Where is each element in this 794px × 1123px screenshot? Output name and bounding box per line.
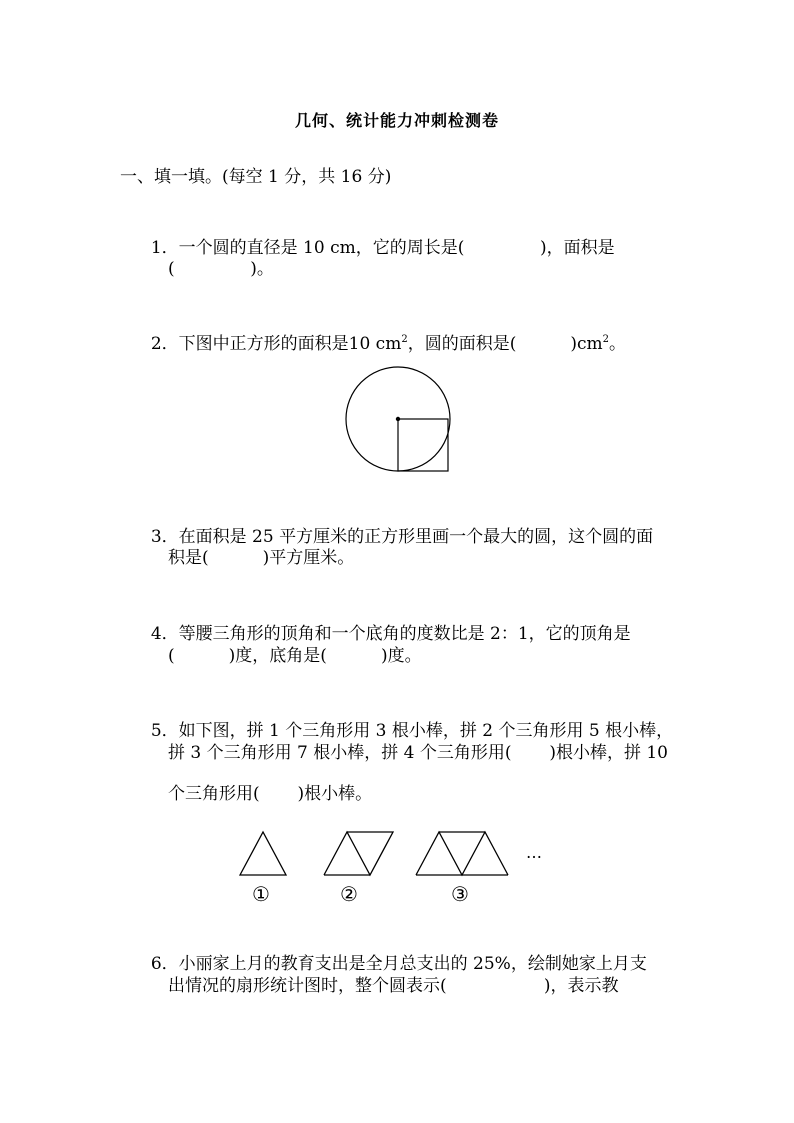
question-6-continued: 出情况的扇形统计图时，整个圆表示( )，表示教 — [168, 976, 619, 996]
question-text-part: 。 — [609, 334, 627, 354]
question-5-continued: 拼 3 个三角形用 7 根小棒，拼 4 个三角形用( )根小棒，拼 10 — [168, 743, 668, 763]
superscript: 2 — [602, 334, 610, 345]
page-title: 几何、统计能力冲刺检测卷 — [294, 111, 499, 130]
figure-label-1: ① — [252, 882, 270, 906]
question-text-line: 如下图，拼 1 个三角形用 3 根小棒，拼 2 个三角形用 5 根小棒， — [178, 721, 674, 741]
figure-label-2: ② — [340, 882, 358, 906]
question-text-line: 小丽家上月的教育支出是全月总支出的 25%，绘制她家上月支 — [178, 954, 647, 974]
triangle-pair — [324, 832, 393, 875]
question-3-continued: 积是( )平方厘米。 — [168, 548, 355, 568]
section-heading-1: 一、填一填。(每空 1 分，共 16 分) — [120, 167, 392, 187]
center-dot — [396, 417, 400, 421]
question-number: 5． — [150, 721, 179, 741]
question-4-continued: ( )度，底角是( )度。 — [168, 646, 422, 666]
triangle-1 — [240, 832, 286, 875]
question-2 — [140, 314, 626, 354]
question-text-part: ，圆的面积是( )cm — [407, 334, 603, 354]
triangles-figure — [236, 828, 516, 880]
question-number: 2． — [150, 334, 179, 354]
superscript: 2 — [401, 334, 408, 345]
circle-square-figure — [340, 365, 452, 475]
question-1-continued: ( )。 — [168, 259, 274, 279]
question-number: 1． — [150, 238, 179, 258]
question-text-line: 一个圆的直径是 10 cm，它的周长是( )，面积是 — [178, 238, 615, 258]
figure-label-3: ③ — [451, 882, 469, 906]
question-text-line: 在面积是 25 平方厘米的正方形里画一个最大的圆，这个圆的面 — [178, 527, 654, 547]
square-shape — [398, 419, 448, 471]
question-number: 4． — [150, 624, 179, 644]
question-number: 6． — [150, 954, 179, 974]
question-text-part: 下图中正方形的面积是10 cm — [178, 334, 402, 354]
question-1 — [140, 218, 615, 258]
question-text-line: 等腰三角形的顶角和一个底角的度数比是 2：1，它的顶角是 — [178, 624, 631, 644]
question-4 — [140, 604, 631, 644]
question-5 — [140, 701, 673, 741]
question-3 — [140, 507, 653, 547]
ellipsis: … — [526, 843, 543, 862]
question-5-continued: 个三角形用( )根小棒。 — [168, 784, 373, 804]
question-6 — [140, 934, 647, 974]
question-number: 3． — [150, 527, 179, 547]
triangle-row — [416, 832, 508, 875]
